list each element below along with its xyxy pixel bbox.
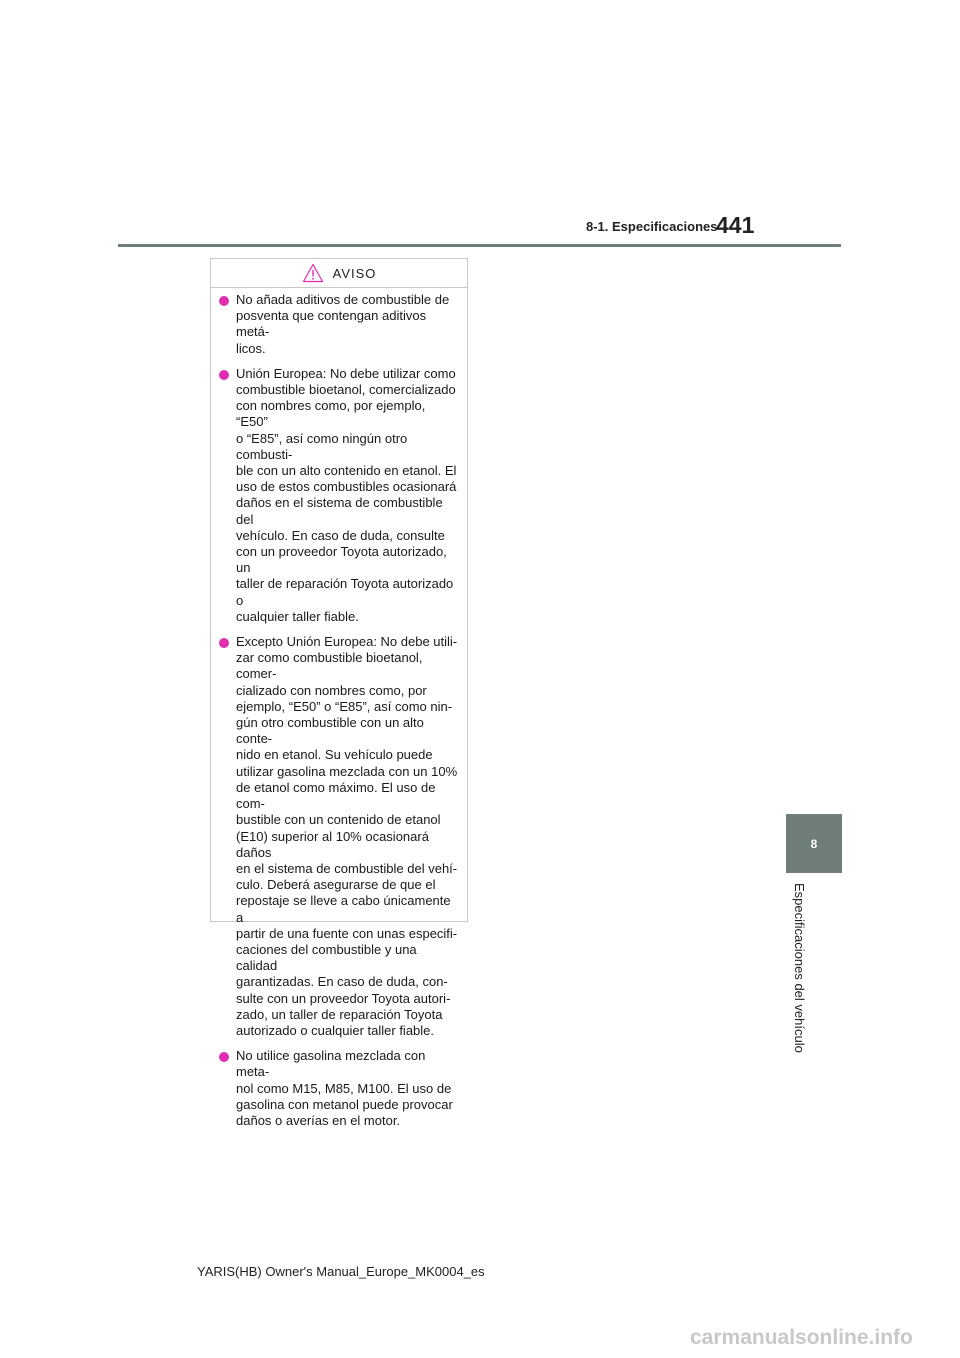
text-line: daños en el sistema de combustible del — [236, 495, 443, 527]
warning-list — [211, 288, 467, 1129]
text-line: zado, un taller de reparación Toyota — [236, 1006, 443, 1022]
warning-list-item — [219, 1048, 459, 1129]
bullet-icon — [219, 638, 229, 648]
text-line: autorizado o cualquier taller fiable. — [236, 1022, 435, 1038]
text-line: caciones del combustible y una calidad — [236, 941, 417, 974]
watermark-text: carmanualsonline.info — [690, 1326, 913, 1349]
section-title: 8-1. Especificaciones — [586, 219, 718, 234]
text-line: gún otro combustible con un alto conte- — [236, 715, 424, 747]
chapter-number: 8 — [810, 836, 818, 851]
text-line: con nombres como, por ejemplo, “E50” — [236, 398, 426, 430]
text-line: cializado con nombres como, por — [236, 682, 427, 698]
chapter-tab — [786, 814, 842, 873]
text-line: sulte con un proveedor Toyota autori- — [236, 990, 451, 1006]
warning-box — [210, 258, 468, 1128]
text-line: zar como combustible bioetanol, comer- — [236, 650, 423, 682]
text-line: vehículo. En caso de duda, consulte — [236, 527, 445, 543]
text-line: Excepto Unión Europea: No debe utili- — [236, 634, 458, 650]
text-line: gasolina con metanol puede provocar — [236, 1096, 453, 1112]
bullet-icon — [219, 1052, 229, 1062]
text-line: (E10) superior al 10% ocasionará daños — [236, 828, 429, 860]
warning-label: AVISO — [332, 265, 377, 281]
warning-item-text — [236, 634, 459, 1039]
warning-item-text — [236, 292, 459, 357]
bullet-icon — [219, 296, 229, 306]
page-number: 441 — [716, 212, 755, 238]
text-line: cualquier taller fiable. — [236, 608, 359, 624]
text-line: repostaje se lleve a cabo únicamente a — [236, 893, 451, 925]
text-line: en el sistema de combustible del vehí- — [236, 860, 458, 876]
text-line: o “E85”, así como ningún otro combusti- — [236, 430, 408, 462]
text-line: partir de una fuente con unas especifi- — [236, 925, 458, 941]
text-line: No añada aditivos de combustible de — [236, 292, 450, 307]
text-line: No utilice gasolina mezclada con meta- — [236, 1048, 426, 1080]
warning-list-item — [219, 366, 459, 625]
text-line: bustible con un contenido de etanol — [236, 812, 441, 828]
text-line: nido en etanol. Su vehículo puede — [236, 747, 433, 763]
footer-text: YARIS(HB) Owner's Manual_Europe_MK0004_es — [197, 1264, 485, 1279]
text-line: culo. Deberá asegurarse de que el — [236, 877, 436, 893]
text-line: garantizadas. En caso de duda, con- — [236, 974, 448, 990]
header-divider — [118, 244, 841, 247]
text-line: daños o averías en el motor. — [236, 1112, 401, 1128]
text-line: posventa que contengan aditivos metá- — [236, 308, 427, 340]
bullet-icon — [219, 370, 229, 380]
text-line: ejemplo, “E50” o “E85”, así como nin- — [236, 698, 453, 714]
warning-triangle-icon — [302, 263, 324, 283]
text-line: Unión Europea: No debe utilizar como — [236, 365, 456, 381]
text-line: taller de reparación Toyota autorizado o — [236, 576, 454, 608]
text-line: ble con un alto contenido en etanol. El — [236, 463, 457, 479]
text-line: con un proveedor Toyota autorizado, un — [236, 544, 447, 576]
text-line: licos. — [236, 340, 266, 356]
text-line: nol como M15, M85, M100. El uso de — [236, 1080, 452, 1096]
warning-list-item — [219, 634, 459, 1039]
warning-item-text — [236, 1048, 459, 1129]
text-line: de etanol como máximo. El uso de com- — [236, 779, 436, 812]
warning-item-text — [236, 366, 459, 625]
warning-header — [211, 259, 467, 288]
warning-list-item — [219, 292, 459, 357]
text-line: uso de estos combustibles ocasionará — [236, 479, 457, 495]
chapter-label: Especificaciones del vehículo — [792, 883, 807, 1053]
text-line: utilizar gasolina mezclada con un 10% — [236, 763, 458, 779]
text-line: combustible bioetanol, comercializado — [236, 382, 456, 398]
